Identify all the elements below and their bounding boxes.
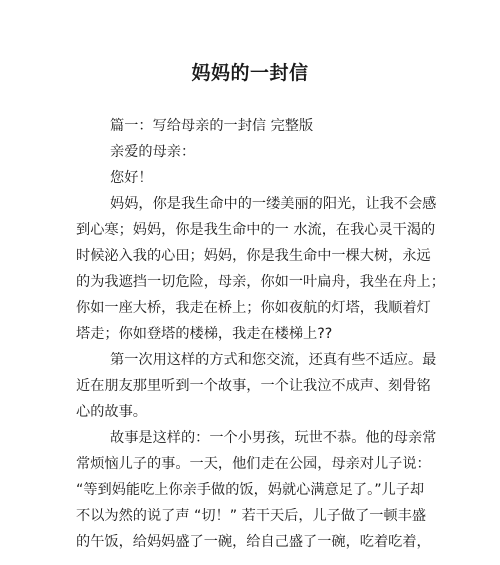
paragraph-line: 近在朋友那里听到一个故事，一个让我泣不成声、刻骨铭: [76, 378, 431, 394]
document-body: [76, 113, 445, 555]
paragraph-line: “等到妈能吃上你亲手做的饭，妈就心满意足了。”儿子却: [76, 482, 425, 498]
paragraph-line: 你如一座大桥，我走在桥上；你如夜航的灯塔，我顺着灯: [76, 300, 431, 316]
paragraph-line: 时候泌入我的心田；妈妈，你是我生命中一棵大树，永远: [76, 248, 431, 264]
paragraph-line: 常烦恼儿子的事。一天，他们走在公园，母亲对儿子说：: [76, 456, 431, 472]
greeting-line: 您好！: [110, 170, 153, 186]
paragraph-line: 塔走；你如登塔的楼梯，我走在楼梯上??: [76, 326, 333, 342]
paragraph-line: 第一次用这样的方式和您交流，还真有些不适应。最: [110, 352, 437, 368]
paragraph-line: 故事是这样的：一个小男孩，玩世不恭。他的母亲常: [110, 430, 437, 446]
salutation-line: 亲爱的母亲：: [110, 144, 196, 160]
paragraph-line: 心的故事。: [76, 404, 147, 420]
paragraph-line: 的为我遮挡一切危险，母亲，你如一叶扁舟，我坐在舟上；: [76, 274, 445, 290]
document-title: 妈妈的一封信: [191, 62, 309, 84]
paragraph-line: 到心寒；妈妈，你是我生命中的一 水流，在我心灵干渴的: [76, 222, 436, 238]
paragraph-line: 的午饭，给妈妈盛了一碗，给自己盛了一碗，吃着吃着，: [76, 534, 431, 550]
paragraph-line: 不以为然的说了声 “切！” 若干天后，儿子做了一顿丰盛: [76, 508, 427, 524]
paragraph-line: 妈妈，你是我生命中的一缕美丽的阳光，让我不会感: [110, 196, 437, 212]
subtitle-line: 篇一：写给母亲的一封信 完整版: [110, 118, 314, 134]
